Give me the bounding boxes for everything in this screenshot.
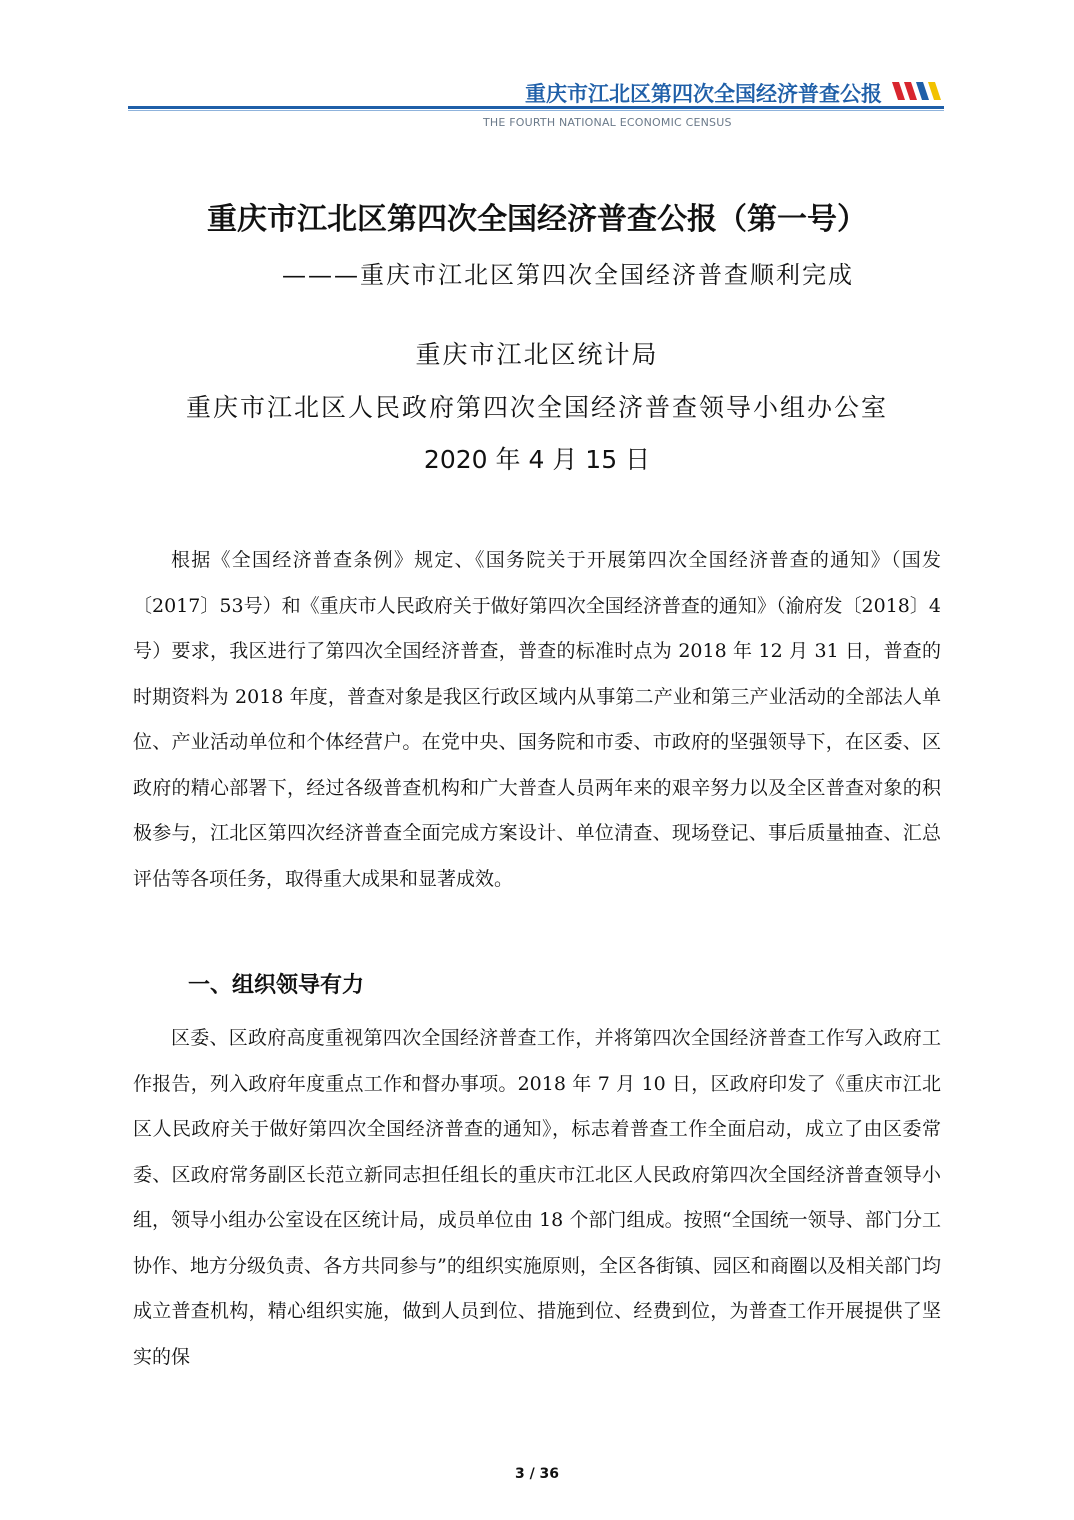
issuer-statistics-bureau: 重庆市江北区统计局 [415, 340, 659, 369]
issue-year: 2020 [423, 445, 488, 474]
issue-month: 4 [528, 445, 545, 474]
year-unit: 年 [495, 445, 521, 474]
month-unit: 月 [552, 445, 578, 474]
issue-date [0, 440, 1074, 476]
header-rule-accent [128, 110, 944, 111]
census-stripes-logo [892, 80, 944, 102]
document-subtitle: ———重庆市江北区第四次全国经济普查顺利完成 [282, 261, 854, 289]
page-header [0, 0, 1074, 140]
section-paragraph: 区委、区政府高度重视第四次全国经济普查工作，并将第四次全国经济普查工作写入政府工作报告，列入政府年度重点工作和督办事项。2018 年 7 月 10 日，区政府印发了《重庆市江北区人民政府关于做好第四次全国经济普查的通知》，标志着普查工作全面启动，成立了由区委常委、区政府常务副区长范立新同志担任组长的重庆市江北区人民政府第四次全国经济普查领导小组，领导小组办公室设在区统计局，成员单位由 18 个部门组成。按照“全国统一领导、部门分工协作、地方分级负责、各方共同参与”的组织实施原则，全区各街镇、园区和商圈以及相关部门均成立普查机构，精心组织实施，做到人员到位、措施到位、经费到位，为普查工作开展提供了坚实的保 [133, 1027, 941, 1368]
intro-paragraph: 根据《全国经济普查条例》规定、《国务院关于开展第四次全国经济普查的通知》（国发〔2017〕53号）和《重庆市人民政府关于做好第四次全国经济普查的通知》（渝府发〔2018〕4 号）要求，我区进行了第四次全国经济普查，普查的标准时点为 2018 年 12 月 31 日，普查的时期资料为 2018 年度，普查对象是我区行政区域内从事第二产业和第三产业活动的全部法人单位、产业活动单位和个体经营户。在党中央、国务院和市委、市政府的坚强领导下，在区委、区政府的精心部署下，经过各级普查机构和广大普查人员两年来的艰辛努力以及全区普查对象的积极参与，江北区第四次经济普查全面完成方案设计、单位清查、现场登记、事后质量抽查、汇总评估等各项任务，取得重大成果和显著成效。 [133, 549, 941, 890]
issuer-census-office: 重庆市江北区人民政府第四次全国经济普查领导小组办公室 [185, 393, 888, 422]
issue-day: 15 [585, 445, 618, 474]
header-rule [128, 106, 944, 109]
header-subtitle: THE FOURTH NATIONAL ECONOMIC CENSUS [483, 116, 732, 129]
page-number: 3 / 36 [514, 1466, 560, 1482]
section-heading: 一、组织领导有力 [188, 973, 365, 998]
header-title: 重庆市江北区第四次全国经济普查公报 [525, 81, 882, 106]
document-title: 重庆市江北区第四次全国经济普查公报（第一号） [207, 202, 867, 237]
day-unit: 日 [625, 445, 651, 474]
